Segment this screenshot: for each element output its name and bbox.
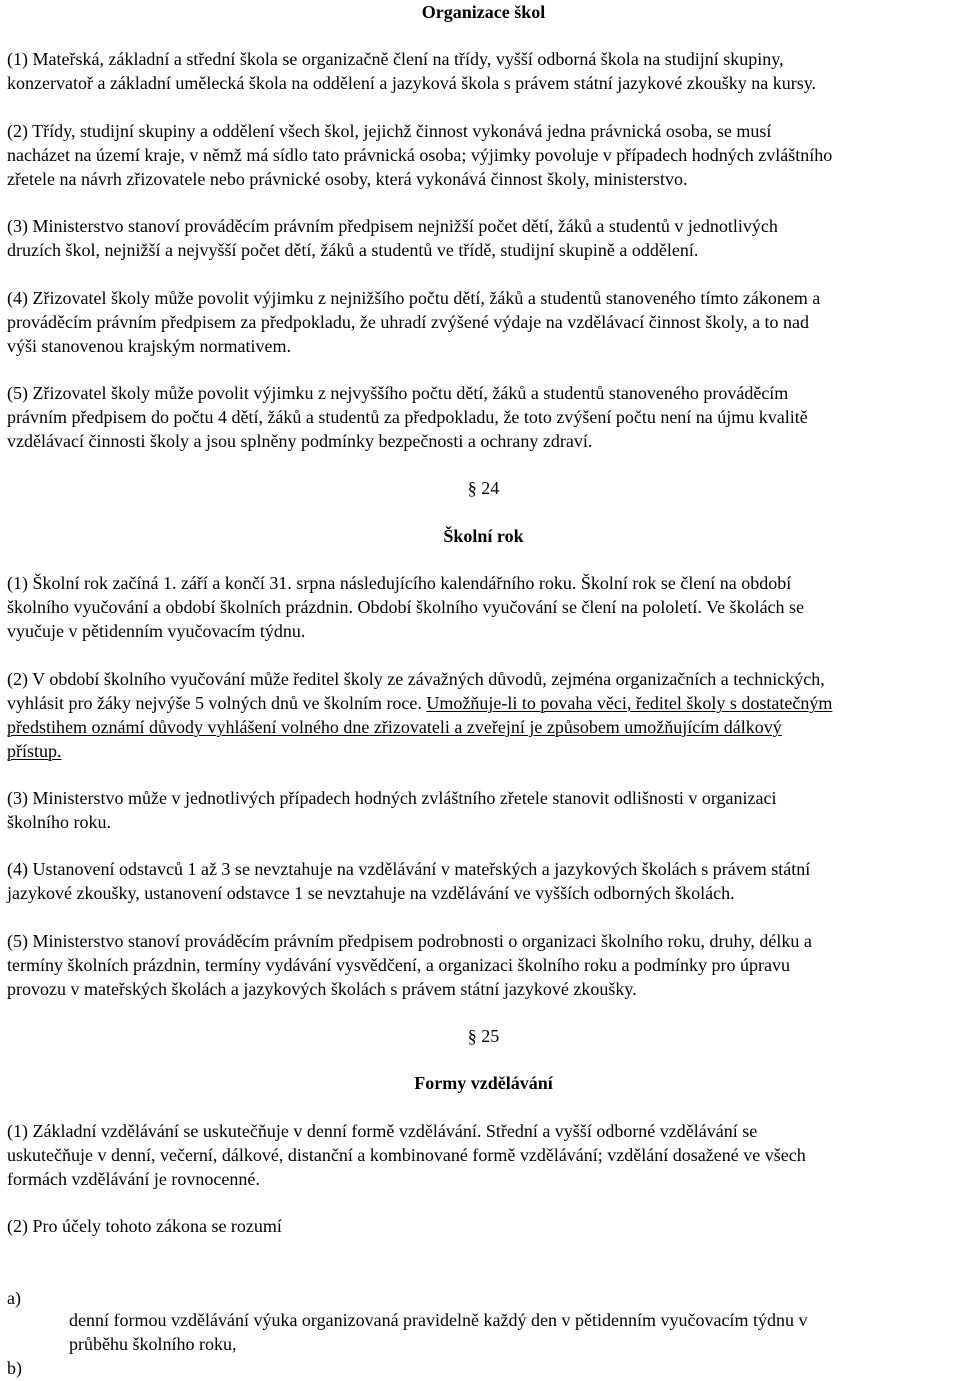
underlined-text-line: přístup. <box>7 740 62 761</box>
text-line: zřetele na návrh zřizovatele nebo právnické osoby, která vykonává činnost školy, ministerstvo. <box>7 168 688 189</box>
text-line: (1) Školní rok začíná 1. září a končí 31. srpna následujícího kalendářního roku. Školní rok se člení na období <box>7 573 792 594</box>
section-number: § 25 <box>467 1026 500 1047</box>
paragraph-24-2 <box>7 667 960 763</box>
page-title: Organizace škol <box>421 2 546 22</box>
text-line: prováděcím právním předpisem za předpokladu, že uhradí zvýšené výdaje na vzdělávací činnost školy, a to nad <box>7 311 810 332</box>
paragraph-24-1 <box>7 571 960 643</box>
text-line: školního roku. <box>7 811 112 832</box>
section-25-formy-vzdelavani <box>7 1024 960 1380</box>
section-organizace-skol <box>7 0 960 453</box>
paragraph-25-2 <box>7 1214 960 1238</box>
text-line: uskutečňuje v denní, večerní, dálkové, distanční a kombinované formě vzdělávání; vzdělání dosažené ve všech <box>7 1144 806 1165</box>
text-line: druzích škol, nejnižší a nejvyšší počet dětí, žáků a studentů ve třídě, studijní skupině a oddělení. <box>7 240 699 261</box>
list-item-b <box>7 1356 960 1380</box>
underlined-text-line: předstihem oznámí důvody vyhlášení volného dne zřizovateli a zveřejní je způsobem umožňujícím dálkový <box>7 716 782 737</box>
paragraph-organizace-5 <box>7 381 960 453</box>
section-24-skolni-rok <box>7 476 960 1000</box>
section-number: § 24 <box>467 478 500 499</box>
text-line: výši stanovenou krajským normativem. <box>7 335 291 356</box>
list-item-a <box>7 1286 960 1356</box>
text-line: (2) Pro účely tohoto zákona se rozumí <box>7 1216 282 1237</box>
text-line: (5) Ministerstvo stanoví prováděcím právním předpisem podrobnosti o organizaci školního roku, druhy, délku a <box>7 930 812 951</box>
text-line: termíny školních prázdnin, termíny vydávání vysvědčení, a organizaci školního roku a podmínky pro úpravu <box>7 954 790 975</box>
text-line: (4) Zřizovatel školy může povolit výjimku z nejnižšího počtu dětí, žáků a studentů stanoveného tímto zákonem a <box>7 287 821 308</box>
text-line: provozu v mateřských školách a jazykových školách s právem státní jazykové zkoušky. <box>7 978 637 999</box>
text-line: (4) Ustanovení odstavců 1 až 3 se nevztahuje na vzdělávání v mateřských a jazykových školách s právem státní <box>7 859 811 880</box>
list-item-text <box>69 1286 960 1356</box>
text-line: (3) Ministerstvo stanoví prováděcím právním předpisem nejnižší počet dětí, žáků a studentů v jednotlivých <box>7 216 778 237</box>
section-title: Školní rok <box>443 525 524 546</box>
paragraph-organizace-1 <box>7 47 960 95</box>
underlined-text: Umožňuje-li to povaha věci, ředitel školy s dostatečným <box>426 692 833 713</box>
paragraph-organizace-4 <box>7 286 960 358</box>
text-line: školního vyučování a období školních prázdnin. Období školního vyučování se člení na pololetí. Ve školách se <box>7 597 805 618</box>
list-label: b) <box>7 1358 22 1379</box>
paragraph-organizace-3 <box>7 214 960 262</box>
text-line: jazykové zkoušky, ustanovení odstavce 1 se nevztahuje na vzdělávání ve vyšších odborných školách. <box>7 883 735 904</box>
text-line: (1) Mateřská, základní a střední škola se organizačně člení na třídy, vyšší odborná škola na studijní skupiny, <box>7 49 784 70</box>
text-line: (2) V období školního vyučování může ředitel školy ze závažných důvodů, zejména organizačních a technických, <box>7 668 825 689</box>
plain-text: vyhlásit pro žáky nejvýše 5 volných dnů ve školním roce. <box>7 692 422 713</box>
text-line: (2) Třídy, studijní skupiny a oddělení všech škol, jejichž činnost vykonává jedna právnická osoba, se musí <box>7 120 772 141</box>
text-line: konzervatoř a základní umělecká škola na oddělení a jazyková škola s právem státní jazykové zkoušky na kursy. <box>7 73 817 94</box>
text-line: (5) Zřizovatel školy může povolit výjimku z nejvyššího počtu dětí, žáků a studentů stanoveného prováděcím <box>7 382 789 403</box>
text-line: (3) Ministerstvo může v jednotlivých případech hodných zvláštního zřetele stanovit odlišnosti v organizaci <box>7 787 777 808</box>
paragraph-24-3 <box>7 786 960 834</box>
section-title: Formy vzdělávání <box>414 1073 553 1094</box>
paragraph-25-1 <box>7 1119 960 1191</box>
text-line: průběhu školního roku, <box>69 1334 237 1355</box>
definition-list <box>7 1286 960 1380</box>
text-line: (1) Základní vzdělávání se uskutečňuje v denní formě vzdělávání. Střední a vyšší odborné vzdělávání se <box>7 1120 758 1141</box>
text-line: právním předpisem do počtu 4 dětí, žáků a studentů za předpokladu, že toto zvýšení počtu není na újmu kvalitě <box>7 406 808 427</box>
paragraph-24-5 <box>7 929 960 1001</box>
paragraph-organizace-2 <box>7 119 960 191</box>
text-line: nacházet na území kraje, v němž má sídlo tato právnická osoba; výjimky povoluje v případech hodných zvláštního <box>7 144 833 165</box>
text-line: formách vzdělávání je rovnocenné. <box>7 1168 260 1189</box>
text-line <box>7 691 832 715</box>
text-line: vyučuje v pětidenním vyučovacím týdnu. <box>7 621 306 642</box>
list-label: a) <box>7 1288 21 1309</box>
text-line: denní formou vzdělávání výuka organizovaná pravidelně každý den v pětidenním vyučovacím týdnu v <box>69 1310 808 1331</box>
text-line: vzdělávací činnosti školy a jsou splněny podmínky bezpečnosti a ochrany zdraví. <box>7 430 593 451</box>
paragraph-24-4 <box>7 857 960 905</box>
